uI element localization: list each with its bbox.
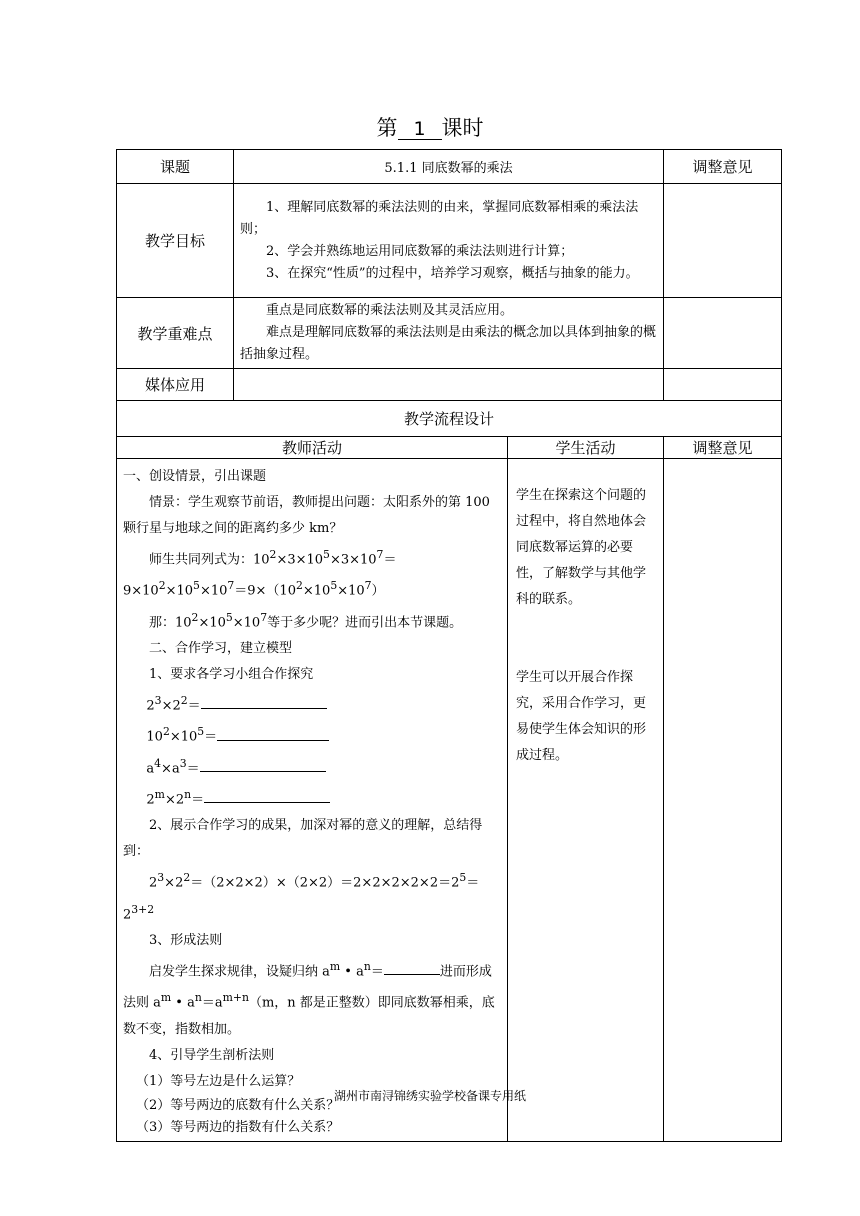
student-note: 学生可以开展合作探究，采用合作学习，更易使学生体会知识的形成过程。 bbox=[516, 670, 647, 763]
page-title-suffix: 课时 bbox=[441, 116, 484, 140]
rule-text: 启发学生探求规律，设疑归纳 $a^m$ • $a^n=$ 进而形成法则 $a^m$ • $a^n=a^{m+n}(m$，n 都是正整数）即同底数幂相乘，底数不变，指数相加。 bbox=[123, 959, 495, 1037]
section-title: 二、合作学习，建立模型 bbox=[149, 640, 293, 656]
media-value-cell bbox=[234, 369, 664, 401]
teacher-activity-header: 教师活动 bbox=[117, 437, 508, 459]
step-text: 1、要求各学习小组合作探究 bbox=[149, 666, 314, 682]
key-points-cell bbox=[234, 298, 664, 369]
lesson-number: 1 bbox=[398, 119, 442, 140]
section-title: 一、创设情景，引出课题 bbox=[123, 469, 267, 484]
goals-cell bbox=[234, 184, 664, 298]
lesson-header-table bbox=[116, 149, 782, 437]
exercise-line: $10^2\times 10^5=$ bbox=[123, 719, 501, 750]
page-title bbox=[0, 112, 860, 142]
teacher-activity-cell bbox=[117, 459, 508, 1142]
goal-item: 2、学会并熟练地运用同底数幂的乘法法则进行计算； bbox=[266, 243, 574, 259]
formula-line: 师生共同列式为：$10^2\times 3\times 10^5\times 3\times 10^7=9\times 10^2\times 10^5\times 10^7=9\times(10^2\times 10^5\times 10^7)$ bbox=[123, 548, 397, 599]
key-adjust-cell bbox=[664, 298, 782, 369]
teaching-flow-table bbox=[116, 436, 782, 1142]
question-line: 那：$10^2\times 10^5\times 10^7$等于多少呢？进而引出本节课题。 bbox=[149, 610, 463, 630]
key-points-label: 教学重难点 bbox=[117, 298, 234, 369]
topic-value: 5.1.1 同底数幂的乘法 bbox=[234, 150, 664, 184]
exercise-line: $2^3\times 2^2=$ bbox=[123, 688, 501, 719]
step-text: 3、形成法则 bbox=[149, 932, 223, 948]
step-text: 4、引导学生剖析法则 bbox=[149, 1047, 275, 1063]
adjust-header: 调整意见 bbox=[664, 150, 782, 184]
analysis-question: （1）等号左边是什么运算？ bbox=[136, 1073, 301, 1089]
result-line: $2^3\times 2^2=(2\times 2\times 2)\times(2\times 2)=2\times 2\times 2\times 2\times 2=2^5=2^{3+2}$ bbox=[123, 871, 480, 922]
goals-label: 教学目标 bbox=[117, 184, 234, 298]
media-adjust-cell bbox=[664, 369, 782, 401]
analysis-question: （2）等号两边的底数有什么关系？ bbox=[136, 1097, 340, 1113]
scenario-text: 情景：学生观察节前语，教师提出问题：太阳系外的第 100 颗行星与地球之间的距离约多少 km？ bbox=[123, 495, 490, 536]
flow-adjust-cell bbox=[664, 459, 782, 1142]
footer: 湖州市南浔锦绣实验学校备课专用纸 bbox=[333, 1089, 526, 1103]
adjust-header: 调整意见 bbox=[664, 437, 782, 459]
exercise-line: $2^m\times 2^n=$ bbox=[123, 782, 501, 813]
key-point-item: 难点是理解同底数幂的乘法法则是由乘法的概念加以具体到抽象的概括抽象过程。 bbox=[240, 325, 657, 362]
goals-adjust-cell bbox=[664, 184, 782, 298]
topic-label: 课题 bbox=[117, 150, 234, 184]
student-note: 学生在探索这个问题的过程中，将自然地体会同底数幂运算的必要性，了解数学与其他学科的联系。 bbox=[516, 488, 647, 607]
goal-item: 1、理解同底数幂的乘法法则的由来，掌握同底数幂相乘的乘法法则； bbox=[240, 199, 639, 237]
exercise-line: $a^4\times a^3=$ bbox=[123, 751, 501, 782]
key-point-item: 重点是同底数幂的乘法法则及其灵活应用。 bbox=[266, 303, 514, 318]
step-text: 2、展示合作学习的成果，加深对幂的意义的理解，总结得到： bbox=[123, 818, 483, 860]
student-activity-header: 学生活动 bbox=[508, 437, 664, 459]
flow-title: 教学流程设计 bbox=[117, 401, 782, 437]
goal-item: 3、在探究“性质”的过程中，培养学习观察，概括与抽象的能力。 bbox=[266, 265, 639, 281]
student-activity-cell bbox=[508, 459, 664, 1142]
page-title-prefix: 第 bbox=[376, 116, 398, 140]
analysis-question: （3）等号两边的指数有什么关系？ bbox=[136, 1119, 340, 1135]
media-label: 媒体应用 bbox=[117, 369, 234, 401]
